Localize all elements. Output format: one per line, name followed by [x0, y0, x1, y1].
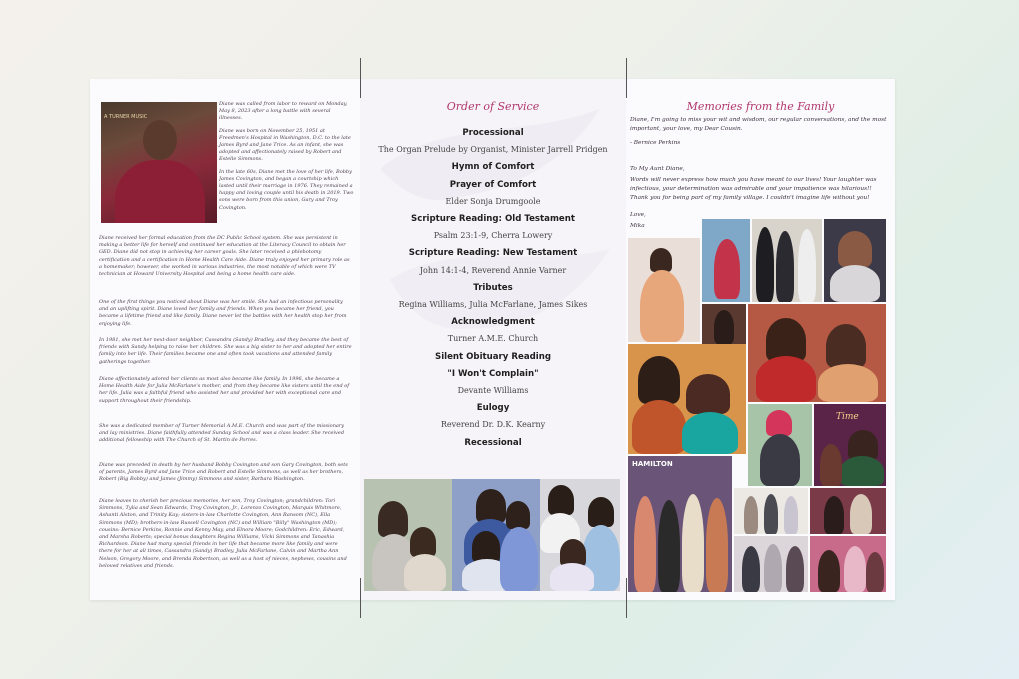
- person-figure: [784, 496, 798, 534]
- tribute-closing: Love,: [630, 212, 646, 218]
- person-figure: [650, 248, 672, 272]
- collage-photo: [702, 219, 750, 302]
- family-group-photo: [364, 479, 620, 591]
- collage-photo: [824, 219, 886, 302]
- person-figure: [550, 563, 594, 591]
- collage-photo: [734, 488, 808, 534]
- person-figure: [840, 456, 884, 486]
- collage-photo: [734, 536, 808, 592]
- person-figure: [850, 494, 872, 534]
- person-figure: [640, 270, 684, 342]
- person-figure: [476, 489, 506, 523]
- collage-sign-text: HAMILTON: [632, 460, 673, 468]
- person-figure: [742, 546, 760, 592]
- funeral-program-spread: [90, 79, 895, 600]
- service-heading: "I Won't Complain": [447, 368, 539, 379]
- person-figure: [820, 444, 842, 486]
- service-heading: Silent Obituary Reading: [435, 351, 551, 362]
- collage-photo: [752, 219, 822, 302]
- person-figure: [638, 356, 680, 404]
- collage-sign-text: Time: [836, 412, 859, 422]
- service-heading: Eulogy: [476, 403, 510, 414]
- collage-photo: [810, 488, 886, 534]
- collage-photo: [628, 238, 700, 342]
- person-figure: [760, 434, 800, 486]
- obituary-paragraph: Diane was preceded in death by her husband Bobby Covington and son Gary Covington, both sets of parents, James Byrd and Jane Trice and Robert and Estelle Simmons, as well as her brothers, Robert (Big Bobby) and James (Jimmy) Simmons and sister, Barbara Washington.: [99, 462, 348, 483]
- service-heading: Hymn of Comfort: [451, 162, 535, 173]
- obituary-intro: [219, 101, 355, 212]
- person-figure: [844, 546, 866, 592]
- collage-photo: [628, 344, 746, 454]
- person-figure: [682, 494, 704, 592]
- obituary-intro-paragraph: Diane was born on November 25, 1951 at Freedmen's Hospital in Washington, D.C. to the late James Byrd and Jane Trice. As an infant, she was adopted and affectionately raised by Robert and Estelle Simmons.: [219, 127, 351, 163]
- person-figure: [658, 500, 680, 592]
- portrait-photo: [101, 102, 217, 223]
- person-figure: [866, 552, 884, 592]
- fold-line-bottom: [626, 578, 627, 618]
- obituary-paragraph: One of the first things you noticed about Diane was her smile. She had an infectious personality and an uplifting spirit. Diane loved her family and friends. When you became her friend, you became a lifetime friend and like family. Diane never let the battles with her health stop her from enjoying life.: [99, 299, 347, 327]
- service-detail: Elder Sonja Drumgoole: [445, 196, 541, 206]
- tribute-signature: Mika: [630, 223, 645, 229]
- service-detail: Regina Williams, Julia McFarlane, James Sikes: [398, 300, 588, 309]
- person-figure: [378, 501, 408, 537]
- collage-photo: [814, 404, 886, 486]
- person-figure: [818, 364, 878, 402]
- order-of-service-title: Order of Service: [446, 100, 540, 113]
- collage-photo: [748, 404, 812, 486]
- memories-panel: [626, 79, 895, 600]
- person-figure: [632, 400, 686, 454]
- obituary-paragraph: Diane affectionately adored her clients as most also became like family. In 1996, she became a Home Health Aide for Julia McFarlane's mother, and from they became like sisters until the end of her life. Julia was a faithful friend who assisted her and provided her with exceptional care and support throughout their friendship.: [99, 376, 350, 404]
- service-detail: Reverend Dr. D.K. Kearny: [440, 420, 546, 430]
- service-heading: Scripture Reading: Old Testament: [411, 214, 575, 224]
- service-heading: Recessional: [464, 437, 522, 448]
- service-detail: Devante Williams: [457, 386, 529, 395]
- service-detail: Psalm 23:1-9, Cherra Lowery: [433, 231, 553, 241]
- obituary-paragraph: In 1981, she met her next-door neighbor, Cassandra (Sandy) Bradley, and they became the best of friends with Sandy helping to raise her children. She was a big sister to her and adopted her entire family into her life. Their families became one and often took vacations and attended family gatherings together.: [99, 337, 352, 365]
- service-detail: The Organ Prelude by Organist, Minister Jarrell Pridgen: [378, 145, 608, 155]
- service-detail: John 14:1-4, Reverend Annie Varner: [419, 265, 567, 275]
- order-of-service-panel: [360, 79, 626, 600]
- collage-photo: [810, 536, 886, 592]
- person-figure: [714, 239, 740, 299]
- obituary-intro-paragraph: Diane was called from labor to reward on Monday, May 8, 2023 after a long battle with several illnesses.: [219, 101, 348, 122]
- person-figure: [786, 546, 804, 592]
- person-figure: [744, 496, 758, 534]
- obituary-panel: [90, 79, 360, 600]
- memories-title: Memories from the Family: [686, 100, 835, 113]
- portrait-figure-coat: [115, 160, 205, 223]
- person-figure: [830, 265, 880, 302]
- person-figure: [686, 374, 730, 414]
- obituary-paragraph: Diane leaves to cherish her precious memories, her son, Troy Covington; grandchildren: Tori Simmons, Tylia and Sean Edwards, Troy Covington, Jr., Lorenzo Covington, Marquis Whitmore, Ashanti Alston, and Trinity Kay; sisters-in-law Charlotte Covington, Ann Ransom (NC), Ella Simmons (MD); brothers-in-law Russell Covington (NC) and William "Billy" Washington (MD); cousins: Bernice Perkins, Ronnie and Kenny May, and Elnora Moore; Godchildren: Eric, Edward, and Marsha Roberts; special bonus daughters Regina Williams, Vicki Simmons and Tanashia Richardson. Diane had many special friends in her life that became more like family and were there for her at all times, Cassandra (Sandy) Bradley, Julia McFarlane, Calvin and Martha Ann Nelson, Gregory Moore, and Brenda Robertson, as well as a host of nieces, nephews, cousins and beloved relatives and friends.: [99, 498, 347, 569]
- service-heading: Acknowledgment: [451, 317, 535, 328]
- portrait-figure-face: [143, 120, 177, 160]
- obituary-paragraph: She was a dedicated member of Turner Memorial A.M.E. Church and was part of the missionary and lay ministries. Diane faithfully attended Sunday School and was a class leader. She received additional fellowship with The Church of St. Martin de Porres.: [99, 423, 345, 444]
- collage-photo: [702, 304, 746, 344]
- person-figure: [634, 496, 656, 592]
- service-heading: Scripture Reading: New Testament: [408, 248, 578, 259]
- person-figure: [776, 231, 794, 302]
- person-figure: [682, 412, 738, 454]
- person-figure: [756, 227, 774, 302]
- person-figure: [764, 494, 778, 534]
- person-figure: [766, 410, 792, 436]
- collage-photo: [628, 456, 732, 592]
- person-figure: [500, 527, 538, 591]
- obituary-paragraph: Diane received her formal education from the DC Public School system. She was persistent in making a better life for herself and continued her education at the Literacy Council to obtain her GED. Diane did not stop in achieving her career goals. She later received a phlebotomy certification and a certification in Home Health Care Aide. Diane truly enjoyed her primary role as a homemaker; however, she worked in various industries, the most notable of which were TV technician at Howard University Hospital and being a home health care aide.: [99, 235, 350, 278]
- person-figure: [706, 498, 728, 592]
- person-figure: [798, 229, 816, 302]
- person-figure: [764, 544, 782, 592]
- fold-line-top: [626, 58, 627, 98]
- fold-line-top: [360, 58, 361, 98]
- person-figure: [588, 497, 614, 527]
- person-figure: [548, 485, 574, 515]
- tribute-text: Words will never express how much you have meant to our lives! Your laughter was infectious, your determination was admirable and your impatience was hilarious!! Thank you for being part of my family village. I couldn't imagine life without you!: [630, 177, 877, 201]
- service-detail: Turner A.M.E. Church: [447, 334, 539, 344]
- obituary-intro-paragraph: In the late 60s, Diane met the love of her life, Bobby James Covington, and began a courtship which lasted until their marriage in 1976. They remained a happy and loving couple until his death in 2019. Two sons were born from this union, Gary and Troy Covington.: [219, 168, 354, 211]
- service-heading: Tributes: [473, 282, 513, 293]
- service-heading: Prayer of Comfort: [449, 179, 537, 190]
- person-figure: [838, 231, 872, 267]
- collage-photo: [748, 304, 886, 402]
- person-figure: [756, 356, 816, 402]
- person-figure: [506, 501, 530, 529]
- service-heading: Processional: [462, 128, 524, 138]
- person-figure: [404, 554, 446, 591]
- tribute-signature: - Bernice Perkins: [630, 140, 681, 146]
- portrait-sign-text: A TURNER MUSIC: [104, 114, 148, 120]
- fold-line-bottom: [360, 578, 361, 618]
- person-figure: [714, 310, 734, 344]
- person-figure: [818, 550, 840, 592]
- person-figure: [826, 324, 866, 368]
- tribute-greeting: To My Aunt Diane,: [630, 166, 685, 172]
- person-figure: [824, 496, 844, 534]
- person-figure: [410, 527, 436, 557]
- tribute-text: Diane, I'm going to miss your wit and wisdom, our regular conversations, and the most important, your love, my Dear Cousin.: [630, 117, 887, 132]
